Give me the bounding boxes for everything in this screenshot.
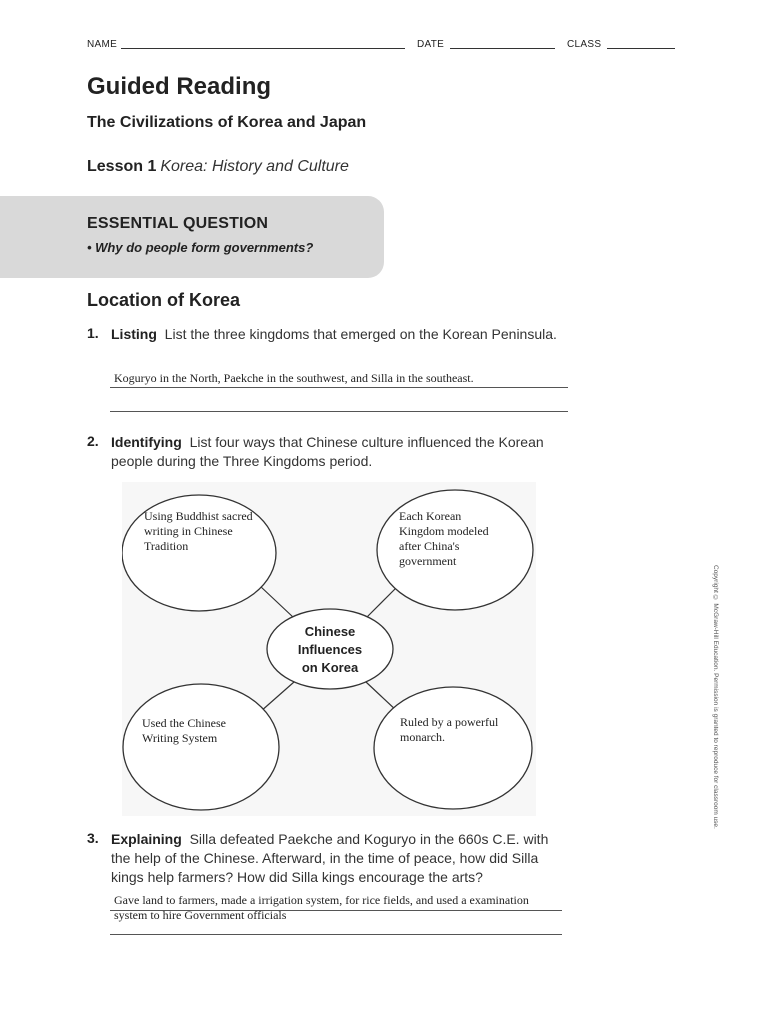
center-label-line-2: Influences: [297, 642, 363, 657]
question-1-prompt: [111, 325, 581, 344]
question-1-text: List the three kingdoms that emerged on the Korean Peninsula.: [164, 326, 557, 342]
question-1-number: 1.: [87, 325, 99, 341]
lesson-number: Lesson 1: [87, 158, 157, 175]
essential-question-text: • Why do people form governments?: [87, 240, 314, 255]
lesson-topic: Korea: History and Culture: [160, 158, 349, 175]
class-label: CLASS: [567, 39, 602, 50]
question-1-skill: Listing: [111, 326, 157, 342]
section-title: Location of Korea: [87, 290, 241, 310]
top-left-answer-line-3[interactable]: Tradition: [144, 539, 189, 553]
top-right-answer-line-3[interactable]: after China's: [399, 539, 460, 553]
question-3-text: Silla defeated Paekche and Koguryo in the 660s C.E. with the help of the Chinese. Afterward, in the time of peace, how did Silla kings help farmers? How did Silla kings encourage the arts?: [111, 831, 549, 885]
question-3-prompt: [111, 830, 571, 887]
bottom-right-circle: [374, 687, 532, 809]
name-label: NAME: [87, 39, 118, 50]
question-2-skill: Identifying: [111, 434, 182, 450]
question-3-number: 3.: [87, 830, 99, 846]
bottom-left-answer-line-2[interactable]: Writing System: [142, 731, 218, 745]
date-field[interactable]: [450, 48, 555, 49]
answer-line: [110, 934, 562, 935]
question-2-number: 2.: [87, 433, 99, 449]
bottom-left-answer-line-1[interactable]: Used the Chinese: [142, 716, 226, 730]
date-label: DATE: [417, 39, 445, 50]
question-2-text: List four ways that Chinese culture influenced the Korean people during the Three Kingdoms period.: [111, 434, 544, 469]
center-label-line-3: on Korea: [301, 660, 359, 675]
lesson-heading: [87, 158, 349, 176]
top-right-answer-line-2[interactable]: Kingdom modeled: [399, 524, 489, 538]
answer-line: [110, 387, 568, 388]
center-label-line-1: Chinese: [304, 624, 356, 639]
answer-line: [110, 411, 568, 412]
top-right-answer-line-4[interactable]: government: [399, 554, 457, 568]
question-3-skill: Explaining: [111, 831, 182, 847]
page-subtitle: The Civilizations of Korea and Japan: [87, 114, 367, 131]
bottom-right-answer-line-1[interactable]: Ruled by a powerful: [400, 715, 499, 729]
influences-web-diagram: [122, 482, 536, 816]
name-field[interactable]: [121, 48, 405, 49]
top-left-answer-line-2[interactable]: writing in Chinese: [144, 524, 233, 538]
bottom-right-answer-line-2[interactable]: monarch.: [400, 730, 445, 744]
copyright-notice: Copyright © McGraw-Hill Education. Permission is granted to reproduce for classroom use.: [712, 565, 719, 829]
essential-question-heading: ESSENTIAL QUESTION: [87, 215, 269, 232]
question-2-prompt: [111, 433, 581, 471]
bottom-left-circle: [123, 684, 279, 810]
essential-question-box: [0, 196, 384, 278]
question-3-answer-line-1[interactable]: Gave land to farmers, made a irrigation system, for rice fields, and used a examination: [114, 893, 529, 907]
top-right-answer-line-1[interactable]: Each Korean: [399, 509, 462, 523]
top-left-answer-line-1[interactable]: Using Buddhist sacred: [144, 509, 253, 523]
question-1-answer[interactable]: Koguryo in the North, Paekche in the southwest, and Silla in the southeast.: [114, 371, 474, 385]
question-3-answer-line-2[interactable]: system to hire Government officials: [114, 908, 287, 922]
page-title: Guided Reading: [87, 73, 272, 100]
class-field[interactable]: [607, 48, 675, 49]
